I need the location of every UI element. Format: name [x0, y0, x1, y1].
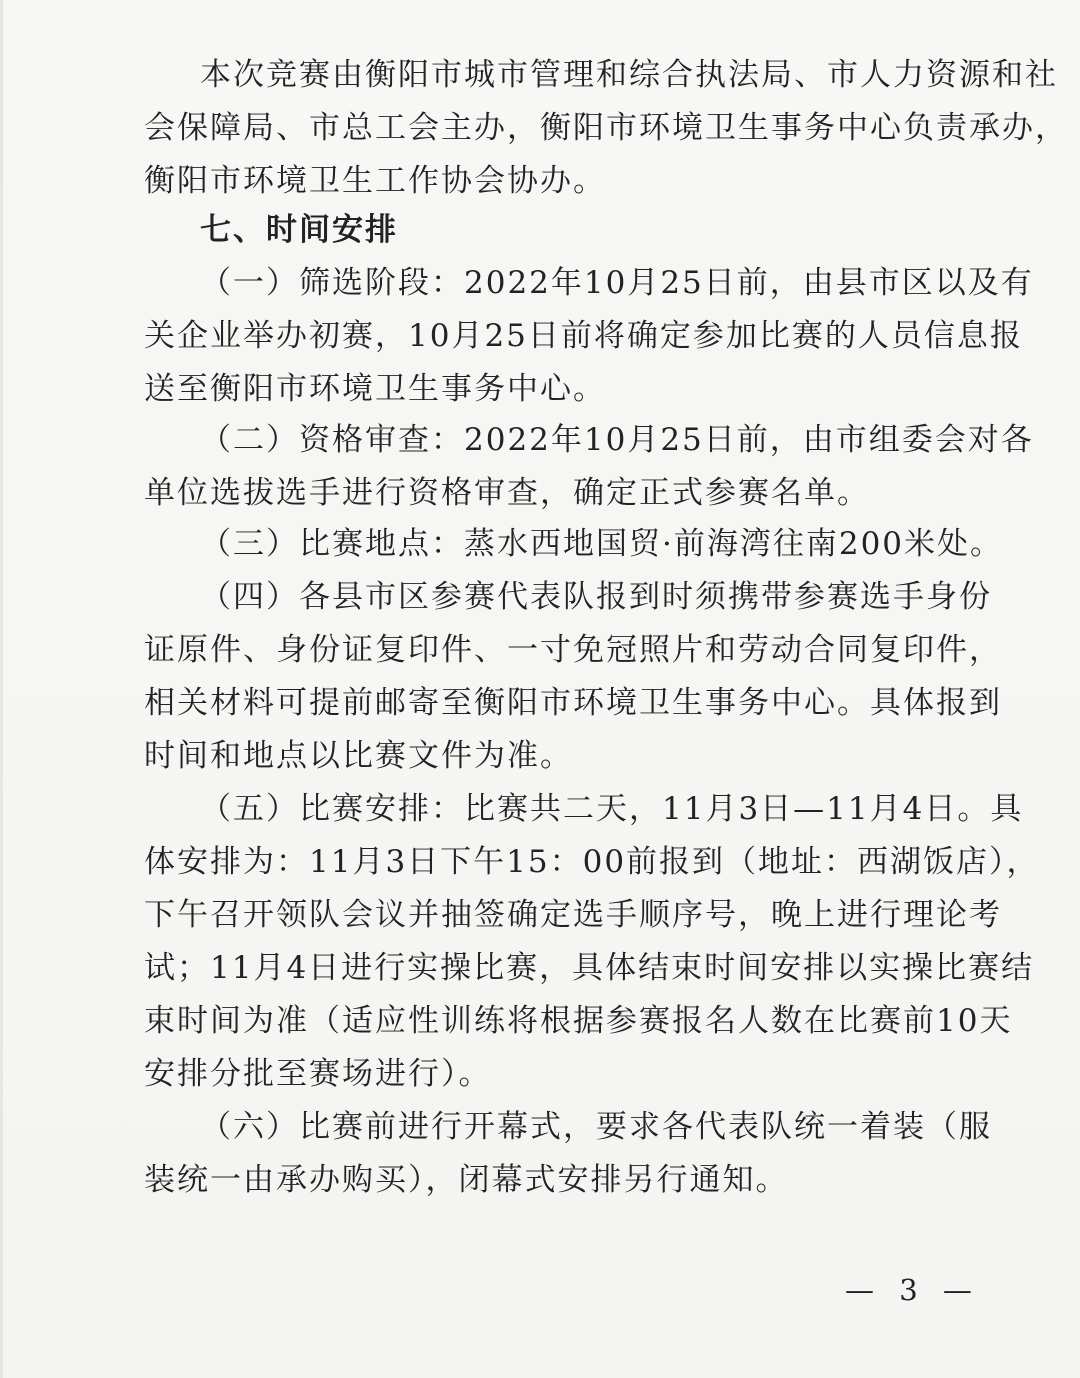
paragraph-line: 试；11月4日进行实操比赛，具体结束时间安排以实操比赛结 — [144, 950, 1035, 986]
paragraph-line: 下午召开领队会议并抽签确定选手顺序号，晚上进行理论考 — [144, 897, 1002, 933]
paragraph-line: 单位选拔选手进行资格审查，确定正式参赛名单。 — [144, 475, 870, 511]
paragraph-line: 证原件、身份证复印件、一寸免冠照片和劳动合同复印件， — [144, 632, 1002, 668]
paragraph-line: 关企业举办初赛，10月25日前将确定参加比赛的人员信息报 — [144, 318, 1023, 354]
paragraph-line: 相关材料可提前邮寄至衡阳市环境卫生事务中心。具体报到 — [144, 685, 1002, 721]
paragraph-line: （二）资格审查：2022年10月25日前，由市组委会对各 — [200, 422, 1034, 458]
paragraph-line: 安排分批至赛场进行）。 — [144, 1056, 492, 1092]
paragraph-line: 本次竞赛由衡阳市城市管理和综合执法局、市人力资源和社 — [200, 57, 1058, 93]
paragraph-line: 体安排为：11月3日下午15：00前报到（地址：西湖饭店）， — [144, 844, 1040, 880]
paragraph-line: 时间和地点以比赛文件为准。 — [144, 738, 573, 774]
section-heading: 七、时间安排 — [200, 212, 398, 248]
page-number: — 3 — — [845, 1273, 980, 1307]
paragraph-line: 会保障局、市总工会主办，衡阳市环境卫生事务中心负责承办， — [144, 110, 1068, 146]
paragraph-line: 衡阳市环境卫生工作协会协办。 — [144, 163, 606, 199]
paragraph-line: （六）比赛前进行开幕式，要求各代表队统一着装（服 — [200, 1109, 992, 1145]
paragraph-line: （三）比赛地点：蒸水西地国贸·前海湾往南200米处。 — [200, 526, 1004, 562]
page-edge — [0, 0, 3, 1378]
paragraph-line: 送至衡阳市环境卫生事务中心。 — [144, 371, 606, 407]
paragraph-line: （五）比赛安排：比赛共二天，11月3日—11月4日。具 — [200, 791, 1024, 827]
paragraph-line: （一）筛选阶段：2022年10月25日前，由县市区以及有 — [200, 265, 1034, 301]
paragraph-line: 束时间为准（适应性训练将根据参赛报名人数在比赛前10天 — [144, 1003, 1013, 1039]
paragraph-line: （四）各县市区参赛代表队报到时须携带参赛选手身份 — [200, 579, 992, 615]
paragraph-line: 装统一由承办购买），闭幕式安排另行通知。 — [144, 1162, 789, 1198]
